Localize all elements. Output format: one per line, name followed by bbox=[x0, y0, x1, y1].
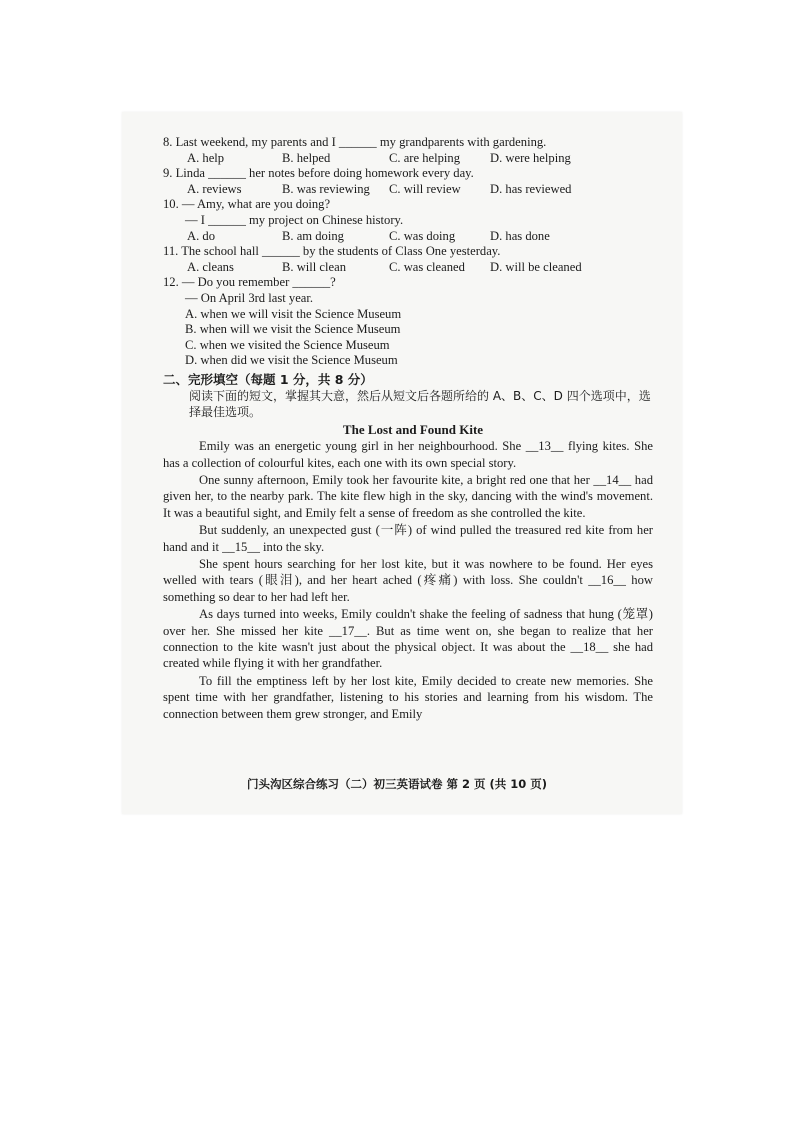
section-instruction: 阅读下面的短文，掌握其大意，然后从短文后各题所给的 A、B、C、D 四个选项中，选择最佳选项。 bbox=[189, 388, 651, 419]
question-stem: 8. Last weekend, my parents and I ______ my grandparents with gardening. bbox=[163, 135, 547, 149]
question-10 bbox=[163, 197, 663, 244]
option-b: B. will clean bbox=[282, 259, 347, 274]
option-a: A. help bbox=[187, 150, 225, 165]
option-row bbox=[163, 182, 663, 198]
dialogue-reply: — On April 3rd last year. bbox=[185, 290, 314, 305]
question-stem: 9. Linda ______ her notes before doing homework every day. bbox=[163, 166, 474, 181]
option-a: A. cleans bbox=[187, 259, 234, 274]
question-stem: 10. — Amy, what are you doing? bbox=[163, 197, 331, 212]
option-a: A. when we will visit the Science Museum bbox=[185, 306, 402, 321]
option-d: D. will be cleaned bbox=[490, 259, 582, 274]
option-a: A. do bbox=[187, 228, 215, 243]
option-c: C. was cleaned bbox=[389, 259, 465, 274]
passage-paragraph-2: One sunny afternoon, Emily took her favourite kite, a bright red one that her __14__ had given her, to the nearby park. The kite flew high in the sky, dancing with the wind's movement. It was a beautiful sight, and Emily felt a sense of freedom as she controlled the kite. bbox=[163, 472, 653, 520]
question-stem: 11. The school hall ______ by the students of Class One yesterday. bbox=[163, 244, 501, 259]
option-c: C. was doing bbox=[389, 228, 456, 243]
option-b: B. was reviewing bbox=[282, 181, 370, 196]
option-d: D. has reviewed bbox=[490, 181, 572, 196]
page-footer: 门头沟区综合练习（二）初三英语试卷 第 2 页 (共 10 页) bbox=[246, 777, 548, 791]
option-row bbox=[163, 151, 663, 167]
option-c: C. are helping bbox=[389, 150, 460, 165]
exam-page bbox=[163, 135, 663, 722]
passage-paragraph-1: Emily was an energetic young girl in her neighbourhood. She __13__ flying kites. She has a collection of colourful kites, each one with its own special story. bbox=[163, 439, 653, 470]
option-row bbox=[163, 229, 663, 245]
passage-title: The Lost and Found Kite bbox=[342, 421, 484, 437]
option-d: D. were helping bbox=[490, 150, 571, 165]
option-c: C. when we visited the Science Museum bbox=[185, 337, 390, 352]
question-stem: 12. — Do you remember ______? bbox=[163, 275, 336, 290]
passage-paragraph-5: As days turned into weeks, Emily couldn't shake the feeling of sadness that hung (笼罩) over her. She missed her kite __17__. But as time went on, she began to realize that her connection to the kite wasn't just about the physical object. It was about the __18__ she had created while flying it with her grandfather. bbox=[163, 607, 653, 671]
option-b: B. am doing bbox=[282, 228, 344, 243]
option-row bbox=[163, 260, 663, 276]
option-d: D. when did we visit the Science Museum bbox=[185, 353, 398, 368]
passage-paragraph-4: She spent hours searching for her lost kite, but it was nowhere to be found. Her eyes welled with tears (眼泪), and her heart ached (疼痛) with loss. She couldn't __16__ how something so dear to her had left her. bbox=[163, 556, 653, 604]
option-a: A. reviews bbox=[187, 181, 242, 196]
question-12 bbox=[163, 275, 663, 369]
section-heading: 二、完形填空（每题 1 分，共 8 分） bbox=[163, 371, 373, 387]
dialogue-reply: — I ______ my project on Chinese history. bbox=[185, 212, 404, 227]
option-d: D. has done bbox=[490, 228, 550, 243]
passage-paragraph-6: To fill the emptiness left by her lost kite, Emily decided to create new memories. She spent time with her grandfather, listening to his stories and learning from his wisdom. The connection between them grew stronger, and Emily bbox=[163, 673, 653, 721]
question-9 bbox=[163, 166, 663, 197]
passage-paragraph-3: But suddenly, an unexpected gust (一阵) of wind pulled the treasured red kite from her hand and it __15__ into the sky. bbox=[163, 523, 653, 554]
question-8 bbox=[163, 135, 663, 166]
option-b: B. when will we visit the Science Museum bbox=[185, 322, 401, 337]
option-c: C. will review bbox=[389, 181, 461, 196]
option-b: B. helped bbox=[282, 150, 331, 165]
question-11 bbox=[163, 244, 663, 275]
